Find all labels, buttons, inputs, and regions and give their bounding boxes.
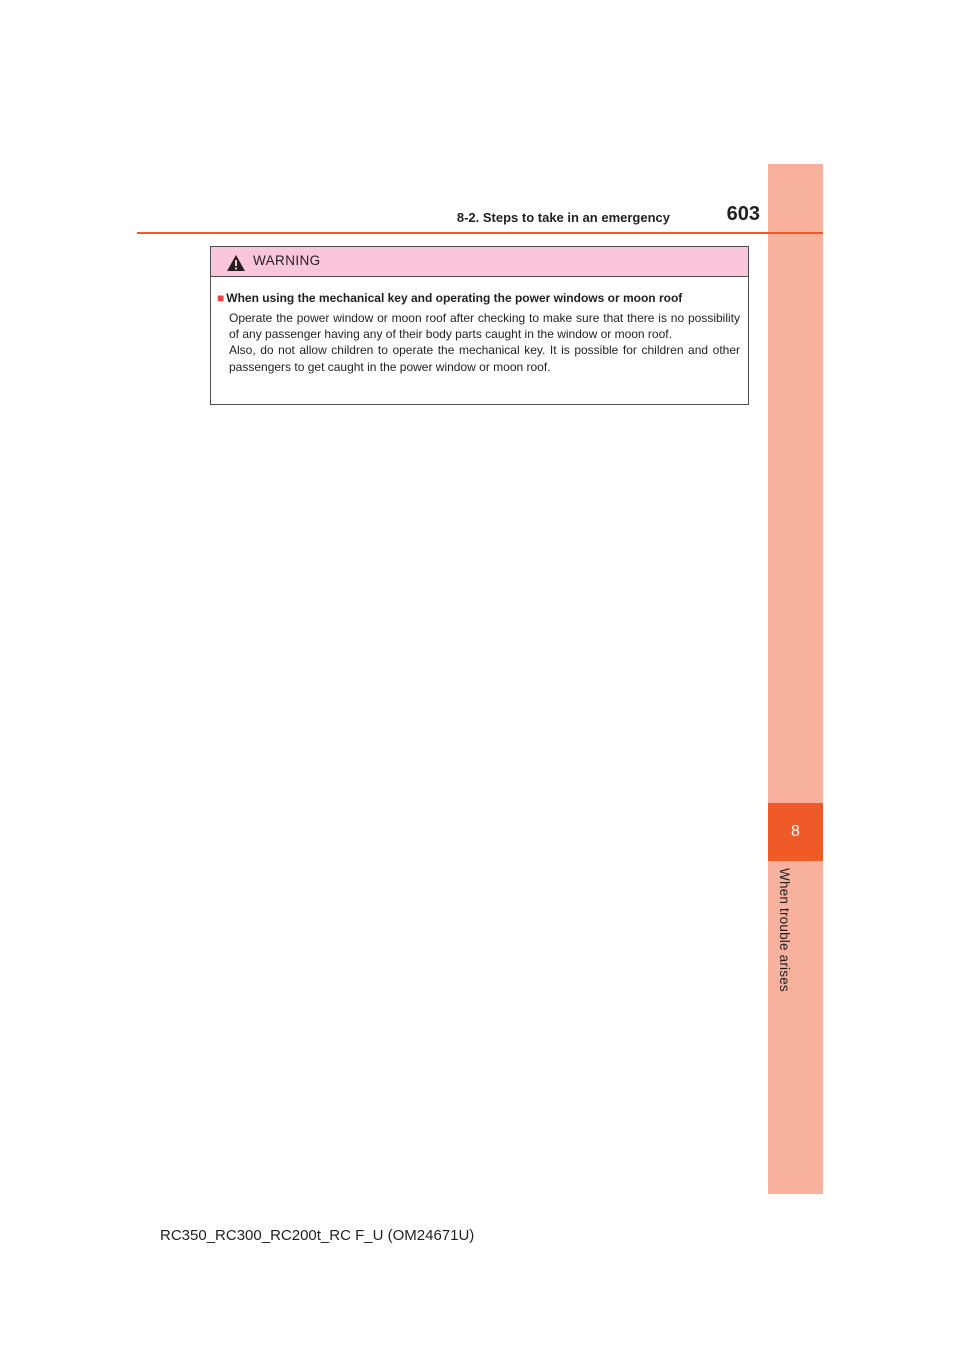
warning-header [211, 247, 748, 277]
footer-model-code: RC350_RC300_RC200t_RC F_U (OM24671U) [160, 1227, 475, 1244]
bullet-heading-text: When using the mechanical key and operating the power windows or moon roof [226, 291, 683, 305]
warning-box [210, 246, 749, 405]
warning-paragraph: Also, do not allow children to operate the mechanical key. It is possible for children and other passengers to get caught in the power window or moon roof. [229, 343, 740, 374]
warning-triangle-icon [226, 254, 246, 272]
chapter-side-tab [768, 164, 823, 1194]
warning-paragraph: Operate the power window or moon roof after checking to make sure that there is no possibility of any passenger having any of their body parts caught in the window or moon roof. [229, 311, 740, 342]
warning-body [229, 310, 740, 375]
header-rule [137, 232, 823, 234]
chapter-number: 8 [791, 823, 800, 840]
warning-bullet-heading [217, 291, 742, 305]
warning-title: WARNING [253, 253, 321, 268]
page-number: 603 [726, 203, 760, 225]
chapter-label: When trouble arises [777, 868, 792, 992]
bullet-square-icon: ■ [217, 291, 225, 305]
section-title: 8-2. Steps to take in an emergency [456, 210, 670, 225]
